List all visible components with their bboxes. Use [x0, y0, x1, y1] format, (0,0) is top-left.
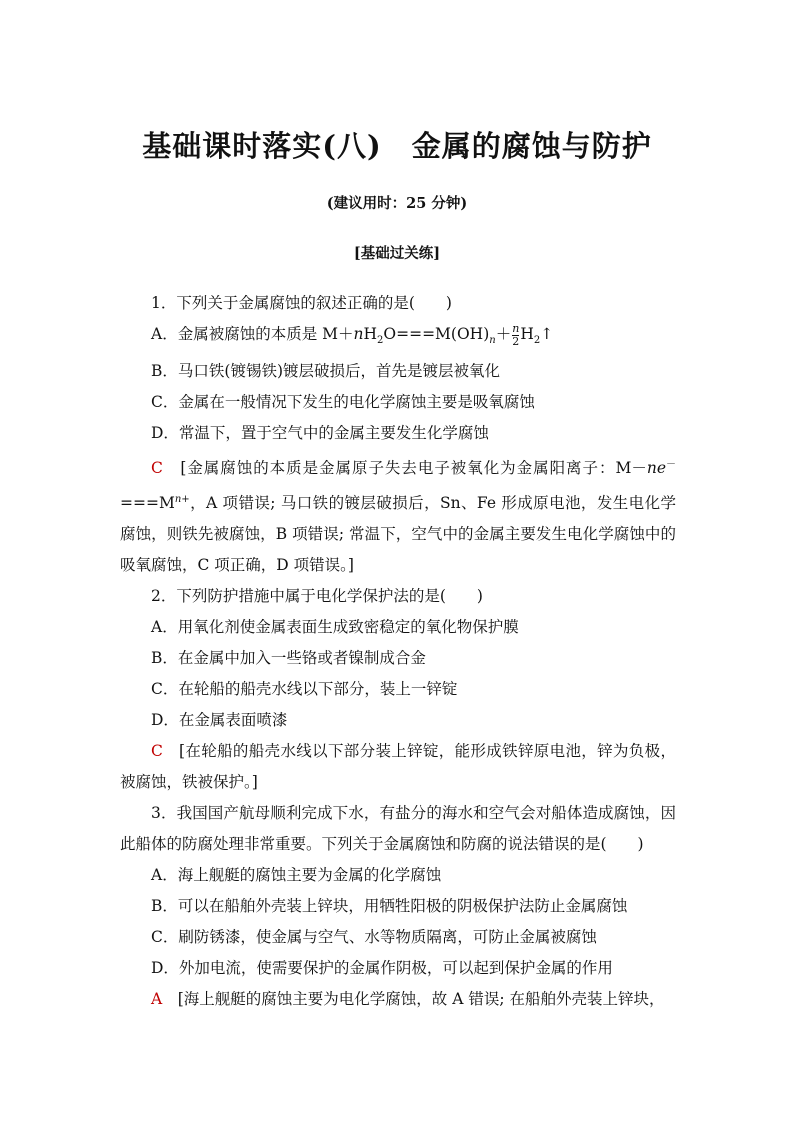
suggested-time: (建议用时：25 分钟)	[326, 195, 468, 212]
question-3-option-a: A．海上舰艇的腐蚀主要为金属的化学腐蚀	[151, 866, 442, 885]
question-1-option-b: B．马口铁(镀锡铁)镀层破损后，首先是镀层被氧化	[151, 362, 500, 381]
question-2-option-c: C．在轮船的船壳水线以下部分，装上一锌锭	[151, 680, 458, 699]
question-3-option-c: C．刷防锈漆，使金属与空气、水等物质隔离，可防止金属被腐蚀	[151, 928, 597, 947]
fraction-n-over-2: $\frac{n}{2}$	[512, 321, 520, 348]
question-1-option-a: A．金属被腐蚀的本质是 $M+nH_2O===M(OH)_n+$ $\frac{n}{2}$ $H_2↑$	[151, 321, 554, 348]
question-3-option-d: D．外加电流，使需要保护的金属作阴极，可以起到保护金属的作用	[151, 959, 613, 978]
section-heading: [基础过关练]	[353, 245, 441, 262]
question-3-stem: 3．我国国产航母顺利完成下水，有盐分的海水和空气会对船体造成腐蚀，因此船体的防腐处理非常重要。下列关于金属腐蚀和防腐的说法错误的是( )	[120, 804, 676, 854]
answer-letter: A	[151, 990, 163, 1009]
question-2-option-b: B．在金属中加入一些铬或者镍制成合金	[151, 649, 426, 668]
question-2-answer: C [在轮船的船壳水线以下部分装上锌锭，能形成铁锌原电池，锌为负极，被腐蚀，铁被保护。]	[120, 742, 676, 792]
answer-letter: C	[151, 459, 163, 478]
question-3-answer: A [海上舰艇的腐蚀主要为电化学腐蚀，故 A 错误; 在船舶外壳装上锌块，	[151, 990, 665, 1009]
question-list	[120, 288, 676, 1015]
question-3-option-b: B．可以在船舶外壳装上锌块，用牺牲阳极的阴极保护法防止金属腐蚀	[151, 897, 628, 916]
answer-letter: C	[151, 742, 163, 761]
question-2-option-d: D．在金属表面喷漆	[151, 711, 288, 730]
question-1-answer: C [金属腐蚀的本质是金属原子失去电子被氧化为金属阳离子：$M-ne^-===M^{n+}$，A 项错误; 马口铁的镀层破损后，Sn、Fe 形成原电池，发生电化学腐蚀，则铁先被腐蚀，B 项错误; 常温下，空气中的金属主要发生电化学腐蚀中的吸氧腐蚀，C 项正确，D 项错误。]	[120, 459, 676, 575]
question-2-option-a: A．用氧化剂使金属表面生成致密稳定的氧化物保护膜	[151, 618, 519, 637]
question-1-option-d: D．常温下，置于空气中的金属主要发生化学腐蚀	[151, 424, 489, 443]
question-1-option-c: C．金属在一般情况下发生的电化学腐蚀主要是吸氧腐蚀	[151, 393, 535, 412]
page-title: 基础课时落实(八) 金属的腐蚀与防护	[142, 129, 652, 163]
question-2-stem: 2．下列防护措施中属于电化学保护法的是( )	[151, 587, 483, 606]
question-1-stem: 1．下列关于金属腐蚀的叙述正确的是( )	[151, 294, 452, 312]
